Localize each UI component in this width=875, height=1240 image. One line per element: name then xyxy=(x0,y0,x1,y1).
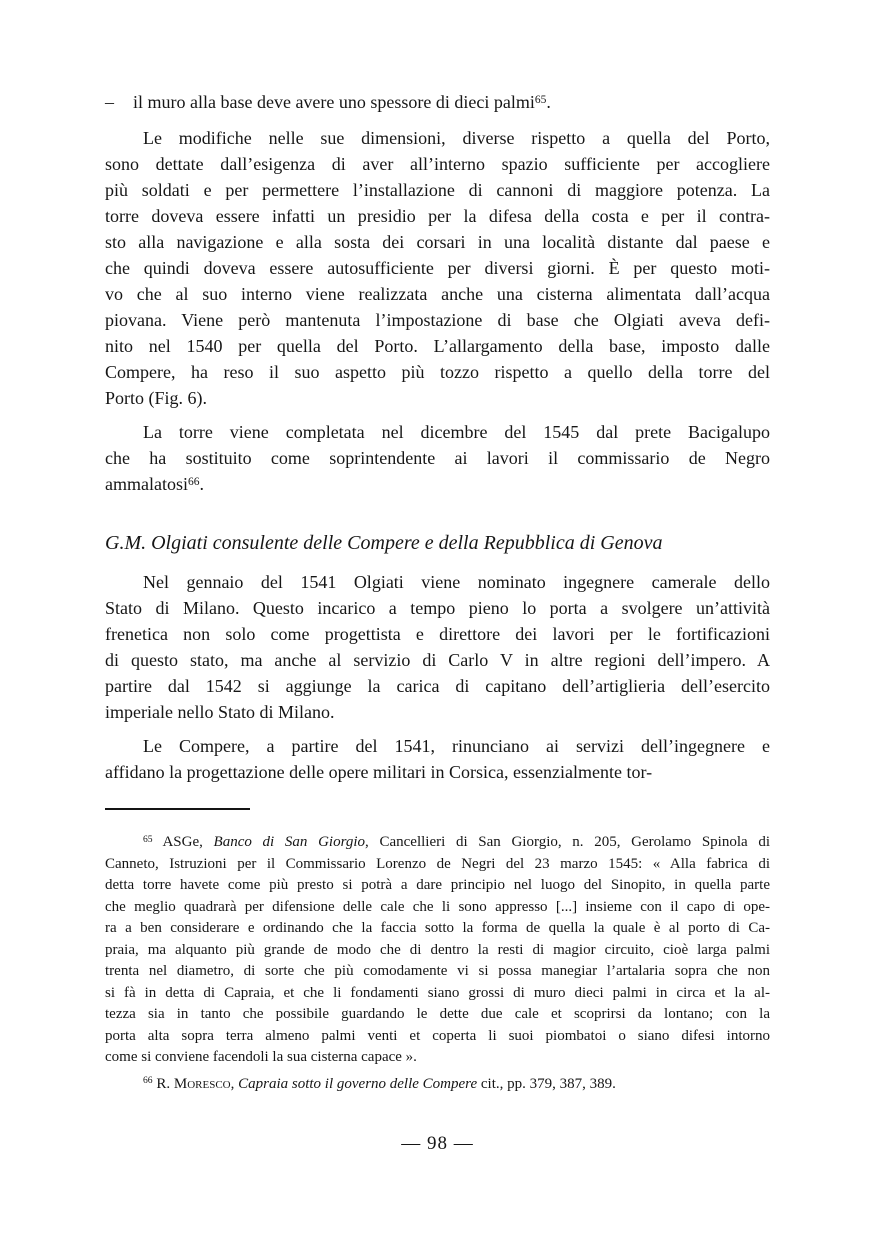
paragraph xyxy=(105,419,770,497)
footnote-separator xyxy=(105,808,250,810)
text-line: La torre viene completata nel dicembre del 1545 dal prete Bacigalupo xyxy=(143,422,770,442)
text-line: sto alla navigazione e alla sosta dei corsari in una località distante dal paese e xyxy=(105,232,770,252)
text-line: ammalatosi$^{66}$. xyxy=(105,474,204,494)
text-line: Porto (Fig. 6). xyxy=(105,388,208,408)
text-line: piovana. Viene però mantenuta l’impostazione di base che Olgiati aveva defi- xyxy=(105,310,770,330)
text-line: che quindi doveva essere autosufficiente per diversi giorni. È per questo moti- xyxy=(105,258,770,278)
text-line: tezza sia in tanto che possibile guardando le dette due cale et scoprirsi da lontano; con la xyxy=(105,1006,770,1022)
text-line: Canneto, Istruzioni per il Commissario Lorenzo de Negri del 23 marzo 1545: « Alla fabrica di xyxy=(105,855,770,872)
text-line: Nel gennaio del 1541 Olgiati viene nominato ingegnere camerale dello xyxy=(143,572,770,592)
text-line: più soldati e per permettere l’installazione di cannoni di maggiore potenza. La xyxy=(105,180,770,200)
text-column xyxy=(105,0,770,1157)
text-line: che ha sostituito come soprintendente ai lavori il commissario de Negro xyxy=(105,448,770,468)
text-line: praia, ma alquanto più grande de modo che di dentro la resti di magior circuito, cioè larga palmi xyxy=(105,941,770,958)
text-line: partire dal 1542 si aggiunge la carica di capitano dell’artiglieria dell’esercito xyxy=(105,676,770,696)
text-line: Stato di Milano. Questo incarico a tempo pieno lo porta a svolgere un’attività xyxy=(105,598,770,618)
text-line: detta torre havete come più presto si potrà a dare principio nel luogo del Sinopito, in quella parte xyxy=(105,877,770,893)
text-line: $^{66}$ R. Moresco, Capraia sotto il governo delle Compere cit., pp. 379, 387, 389. xyxy=(143,1075,616,1092)
footnote-65 xyxy=(105,832,770,1069)
text-line: vo che al suo interno viene realizzata anche una cisterna alimentata dall’acqua xyxy=(105,284,770,304)
main-text xyxy=(105,0,770,785)
text-line: Le Compere, a partire del 1541, rinunciano ai servizi dell’ingegnere e xyxy=(143,736,770,756)
text-line: il muro alla base deve avere uno spessore di dieci palmi$^{65}$. xyxy=(133,92,551,112)
text-line: frenetica non solo come progettista e direttore dei lavori per le fortificazioni xyxy=(105,624,770,644)
text-line: ra a ben considerare e ordinando che la faccia sotto la forma de quella la quale è al porto di Ca- xyxy=(105,920,770,936)
paragraph xyxy=(105,569,770,725)
text-line: di questo stato, ma anche al servizio di Carlo V in altre regioni dell’impero. A xyxy=(105,650,770,670)
text-line: torre doveva essere infatti un presidio per la difesa della costa e per il contra- xyxy=(105,206,770,226)
text-line: $^{65}$ ASGe, Banco di San Giorgio, Cancellieri di San Giorgio, n. 205, Gerolamo Spinola di xyxy=(143,833,770,850)
text-line: trenta nel diametro, di sorte che più comodamente vi si possa manegiar l’artalaria sopra che non xyxy=(105,963,770,979)
footnote-66 xyxy=(105,1074,770,1096)
list-item xyxy=(105,89,770,115)
text-line: che meglio quadrarà per difensione delle cale che li sono appresso [...] insieme con il capo di ope- xyxy=(105,898,770,915)
text-line: si fà in detta di Capraia, et che li fondamenti siano grossi di muro dieci palmi in circa et la al- xyxy=(105,984,770,1001)
page-number: — 98 — xyxy=(401,1133,474,1154)
text-line: Compere, ha reso il suo aspetto più tozzo rispetto a quello della torre del xyxy=(105,362,770,382)
text-line: come si conviene facendoli la sua cisterna capace ». xyxy=(105,1049,417,1065)
text-line: Le modifiche nelle sue dimensioni, diverse rispetto a quella del Porto, xyxy=(143,128,770,148)
text-line: imperiale nello Stato di Milano. xyxy=(105,702,335,722)
text-line: sono dettate dall’esigenza di aver all’interno spazio sufficiente per accogliere xyxy=(105,154,770,174)
paragraph xyxy=(105,733,770,785)
section-heading: G.M. Olgiati consulente delle Compere e della Repubblica di Genova xyxy=(105,532,663,554)
text-line: porta alta sopra terra almeno palmi venti et coperta li suoi piombatoi o siano difesi intorno xyxy=(105,1027,770,1044)
text-line: affidano la progettazione delle opere militari in Corsica, essenzialmente tor- xyxy=(105,762,653,782)
footnotes xyxy=(105,832,770,1095)
dash-marker: – xyxy=(105,92,114,112)
paragraph xyxy=(105,125,770,411)
text-line: nito nel 1540 per quella del Porto. L’allargamento della base, imposto dalle xyxy=(105,336,770,356)
